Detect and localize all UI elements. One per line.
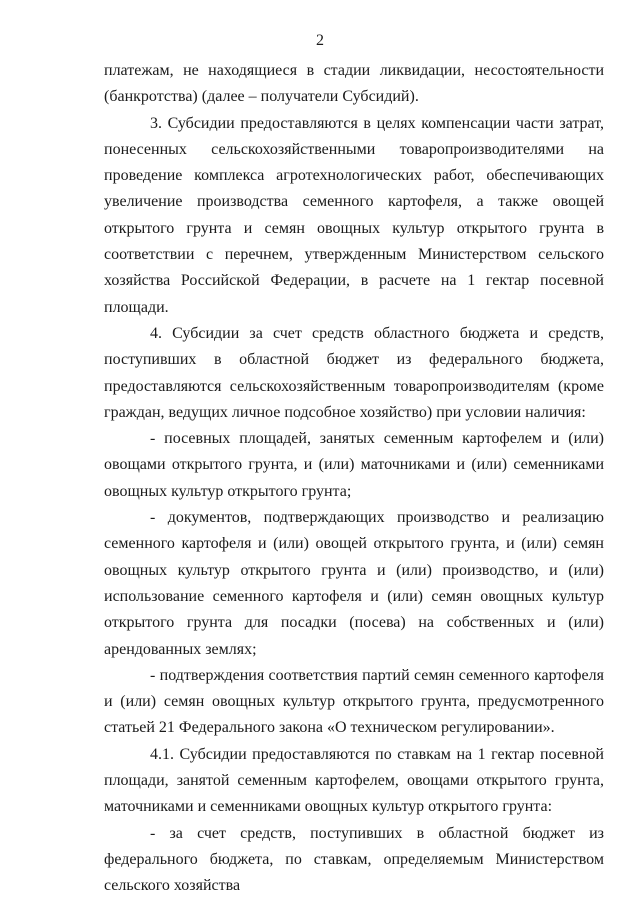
page-number: 2 (316, 32, 324, 49)
paragraph-condition-areas: - посевных площадей, занятых семенным картофелем и (или) овощами открытого грунта, и (или) маточниками и (или) семенниками овощных культур открытого грунта; (104, 430, 604, 500)
document-body (104, 58, 604, 900)
paragraph-clause-3: 3. Субсидии предоставляются в целях компенсации части затрат, понесенных сельскохозяйственными товаропроизводителями на проведение комплекса агротехнологических работ, обеспечивающих увеличение производства семенного картофеля, а также овощей открытого грунта и семян овощных культур открытого грунта в соответствии с перечнем, утвержденным Министерством сельского хозяйства Российской Федерации, в расчете на 1 гектар посевной площади. (104, 114, 604, 316)
paragraph-clause-4: 4. Субсидии за счет средств областного бюджета и средств, поступивших в областной бюджет из федерального бюджета, предоставляются сельскохозяйственным товаропроизводителям (кроме граждан, ведущих личное подсобное хозяйство) при условии наличия: (104, 324, 604, 421)
paragraph-condition-certification: - подтверждения соответствия партий семян семенного картофеля и (или) семян овощных культур открытого грунта, предусмотренного статьей 21 Федерального закона «О техническом регулировании». (104, 666, 604, 737)
paragraph-condition-documents: - документов, подтверждающих производство и реализацию семенного картофеля и (или) овощей открытого грунта, и (или) семян овощных культур открытого грунта и (или) производство, и (или) использование семенного картофеля и (или) семян овощных культур открытого грунта для посадки (посева) на собственных и (или) арендованных землях; (104, 509, 604, 658)
paragraph-continuation: платежам, не находящиеся в стадии ликвидации, несостоятельности (банкротства) (далее – получатели Субсидий). (104, 62, 604, 106)
paragraph-federal-funds: - за счет средств, поступивших в областной бюджет из федерального бюджета, по ставкам, определяемым Министерством сельского хозяйства (104, 824, 604, 895)
paragraph-clause-4-1: 4.1. Субсидии предоставляются по ставкам на 1 гектар посевной площади, занятой семенным картофелем, овощами открытого грунта, маточниками и семенниками овощных культур открытого грунта: (104, 745, 604, 816)
